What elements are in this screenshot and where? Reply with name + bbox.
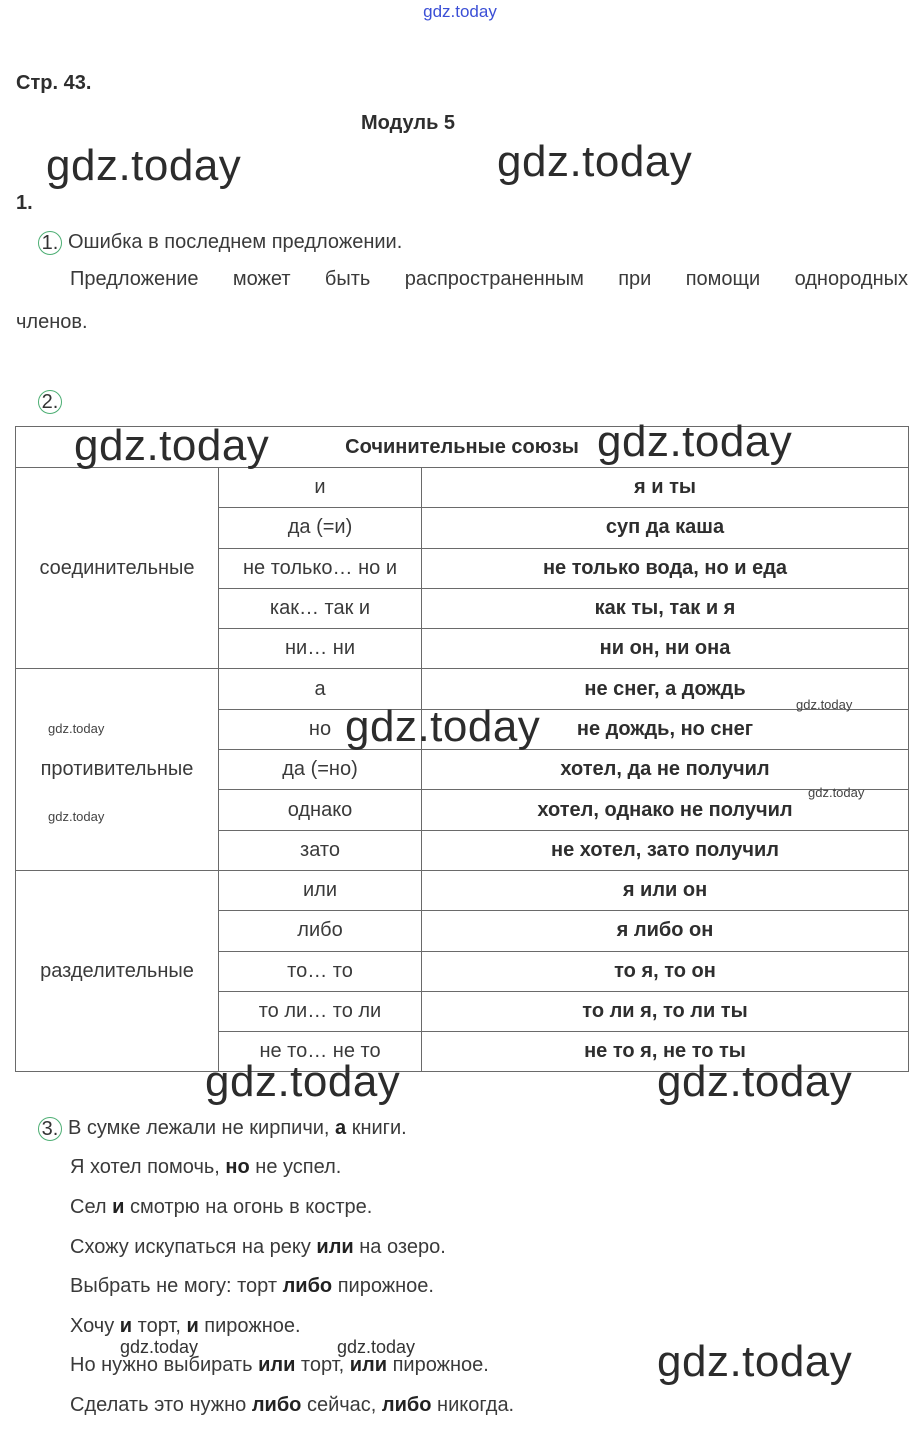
conjunction-cell: как… так и: [219, 588, 422, 628]
conjunction-bold: либо: [251, 1394, 302, 1416]
sentence: [70, 1236, 446, 1259]
conjunction-cell: либо: [219, 911, 422, 951]
table-row: [16, 870, 909, 910]
sentence-text: пирожное.: [332, 1275, 434, 1297]
sentence: [70, 1156, 341, 1179]
example-cell: я либо он: [422, 911, 909, 951]
example-cell: ни он, ни она: [422, 629, 909, 669]
conjunction-bold: но: [225, 1156, 250, 1178]
sentence-text: никогда.: [431, 1394, 515, 1416]
example-cell: я или он: [422, 870, 909, 910]
sentence-text: пирожное.: [387, 1354, 489, 1376]
category-cell: соединительные: [16, 468, 219, 669]
conjunction-bold: либо: [282, 1275, 333, 1297]
example-cell: не снег, а дождь: [422, 669, 909, 709]
watermark: gdz.today: [46, 141, 242, 190]
watermark: gdz.today: [796, 697, 853, 712]
conjunction-bold: или: [349, 1354, 388, 1376]
example-cell: не только вода, но и еда: [422, 548, 909, 588]
module-title: Модуль 5: [360, 112, 456, 134]
sentence-text: Схожу искупаться на реку: [70, 1236, 317, 1258]
watermark: gdz.today: [74, 421, 270, 470]
example-cell: я и ты: [422, 468, 909, 508]
sentence: [68, 1117, 407, 1140]
table-header: Сочинительные союзы: [16, 427, 909, 468]
sentence-text: смотрю на огонь в костре.: [124, 1196, 373, 1218]
conjunction-cell: да (=но): [219, 750, 422, 790]
conjunction-bold: или: [258, 1354, 296, 1376]
conjunction-bold: либо: [381, 1394, 432, 1416]
conjunction-cell: то… то: [219, 951, 422, 991]
watermark: gdz.today: [48, 721, 105, 736]
watermark: gdz.today: [808, 785, 865, 800]
example-cell: не хотел, зато получил: [422, 830, 909, 870]
conjunction-bold: и: [119, 1315, 133, 1337]
sentence-text: Сел: [70, 1196, 113, 1218]
conjunction-bold: и: [186, 1315, 199, 1337]
watermark: gdz.today: [48, 809, 105, 824]
table-row: [16, 468, 909, 508]
example-cell: как ты, так и я: [422, 588, 909, 628]
item1-line1: Ошибка в последнем предложении.: [68, 231, 403, 253]
watermark: gdz.today: [597, 417, 793, 466]
conjunction-cell: и: [219, 468, 422, 508]
sentence-text: Сделать это нужно: [70, 1394, 252, 1416]
sentence: [70, 1315, 301, 1338]
conjunction-cell: а: [219, 669, 422, 709]
sentence-text: не успел.: [249, 1156, 342, 1178]
sentence-text: Но нужно выбирать: [70, 1354, 259, 1376]
sentence-text: Хочу: [70, 1315, 120, 1337]
sentence-text: торт,: [132, 1315, 187, 1337]
conjunction-bold: а: [335, 1117, 347, 1139]
conjunction-cell: не только… но и: [219, 548, 422, 588]
conjunction-cell: не то… не то: [219, 1032, 422, 1072]
example-cell: не то я, не то ты: [422, 1032, 909, 1072]
task-number: 1.: [16, 192, 33, 214]
watermark: gdz.today: [205, 1057, 401, 1106]
sentence-text: торт,: [295, 1354, 350, 1376]
example-cell: не дождь, но снег: [422, 709, 909, 749]
category-cell: разделительные: [16, 870, 219, 1071]
sentence-text: на озеро.: [353, 1236, 446, 1258]
item1-line2: Предложение может быть распространенным при помощи однородных: [70, 268, 908, 290]
sentence-text: Выбрать не могу: торт: [70, 1275, 283, 1297]
watermark: gdz.today: [345, 702, 541, 751]
sentence-text: сейчас,: [301, 1394, 382, 1416]
conjunction-cell: однако: [219, 790, 422, 830]
sentence-text: В сумке лежали не кирпичи,: [68, 1117, 336, 1139]
example-cell: суп да каша: [422, 508, 909, 548]
example-cell: то я, то он: [422, 951, 909, 991]
watermark: gdz.today: [120, 1337, 199, 1357]
watermark: gdz.today: [657, 1337, 853, 1386]
conjunction-cell: то ли… то ли: [219, 991, 422, 1031]
item-number-1: 1.: [38, 231, 62, 255]
sentence-text: книги.: [346, 1117, 407, 1139]
conjunction-cell: но: [219, 709, 422, 749]
item-number-2: 2.: [38, 390, 62, 414]
example-cell: то ли я, то ли ты: [422, 991, 909, 1031]
site-label: gdz.today: [423, 2, 497, 21]
sentence-text: Я хотел помочь,: [70, 1156, 226, 1178]
watermark: gdz.today: [657, 1057, 853, 1106]
sentence-text: пирожное.: [198, 1315, 301, 1337]
conjunction-cell: зато: [219, 830, 422, 870]
example-cell: хотел, да не получил: [422, 750, 909, 790]
sentence: [70, 1394, 514, 1417]
watermark: gdz.today: [337, 1337, 416, 1357]
conjunction-bold: и: [112, 1196, 125, 1218]
conjunction-cell: да (=и): [219, 508, 422, 548]
conjunction-cell: ни… ни: [219, 629, 422, 669]
conjunction-bold: или: [316, 1236, 354, 1258]
page-reference: Стр. 43.: [16, 72, 92, 94]
example-cell: хотел, однако не получил: [422, 790, 909, 830]
watermark: gdz.today: [497, 137, 693, 186]
sentence: [70, 1196, 372, 1219]
conjunction-cell: или: [219, 870, 422, 910]
item-number-3: 3.: [38, 1117, 62, 1141]
sentence: [70, 1275, 434, 1298]
category-cell: противительные: [16, 669, 219, 870]
item1-line3: членов.: [16, 311, 88, 333]
